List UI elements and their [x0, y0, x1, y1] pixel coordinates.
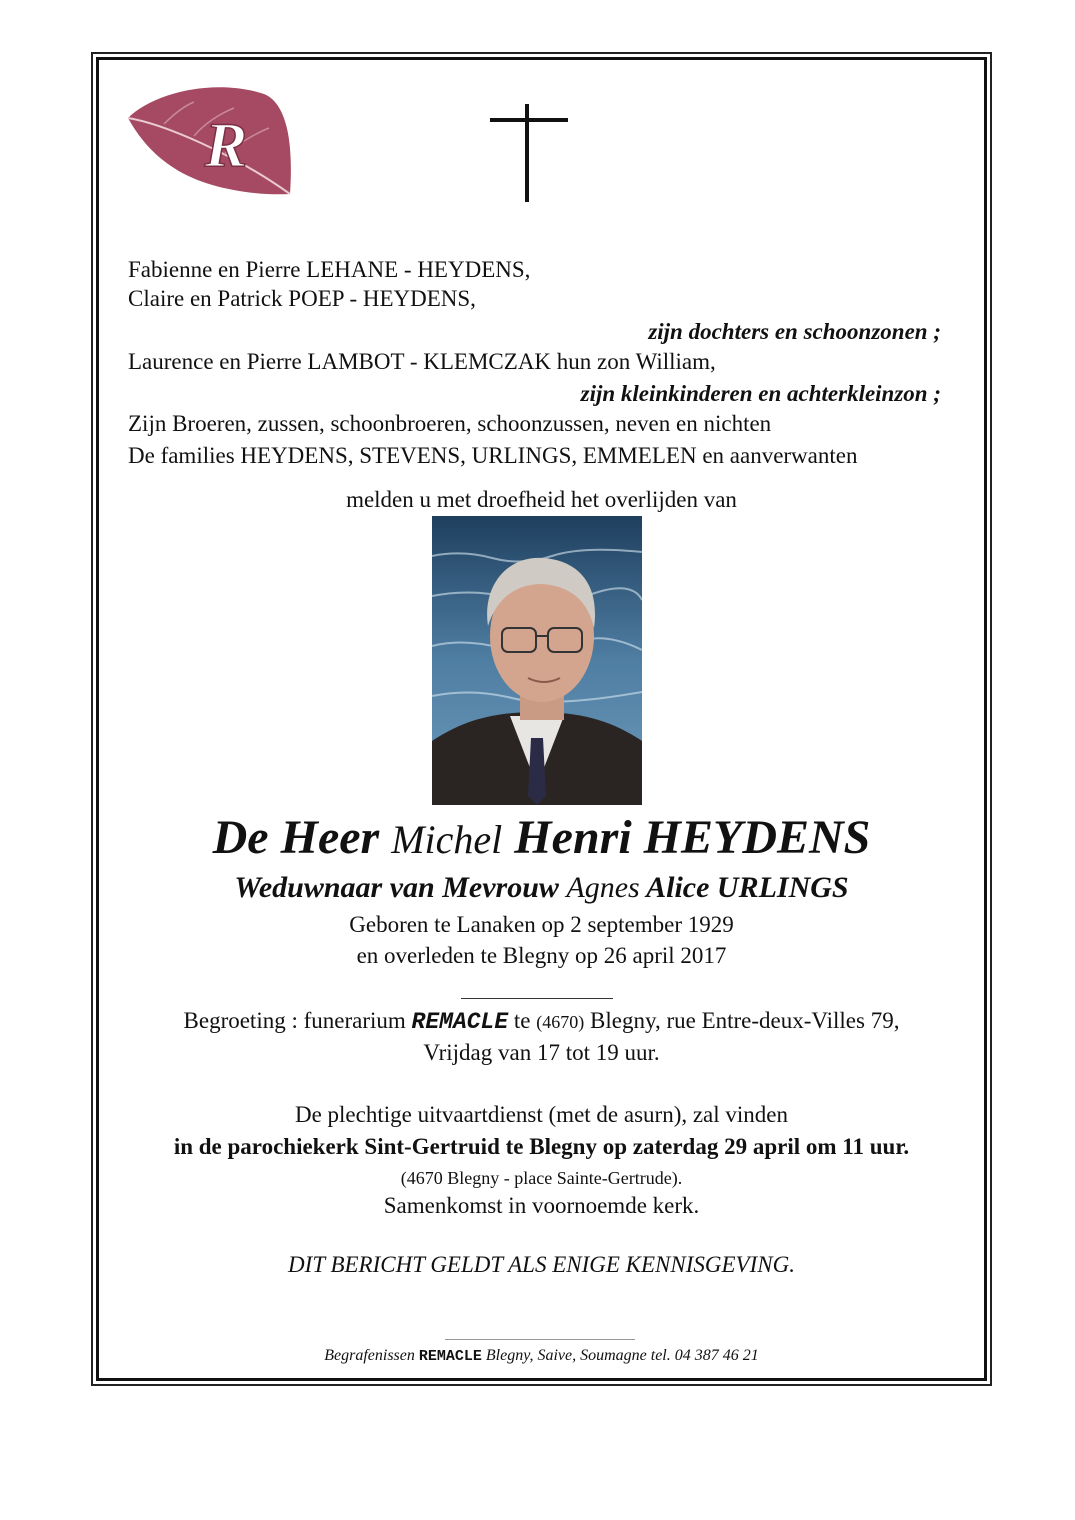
announcement: melden u met droefheid het overlijden van — [346, 487, 737, 512]
family-line-2: Claire en Patrick POEP - HEYDENS, — [128, 286, 476, 311]
birth-line: Geboren te Lanaken op 2 september 1929 — [349, 912, 734, 937]
death-line: en overleden te Blegny op 26 april 2017 — [356, 943, 727, 968]
footer-separator — [445, 1339, 635, 1340]
family-line-3: Laurence en Pierre LAMBOT - KLEMCZAK hun zon William, — [128, 349, 716, 374]
service-address: (4670 Blegny - place Sainte-Gertrude). — [400, 1168, 683, 1188]
service-line-1: De plechtige uitvaartdienst (met de asurn), zal vinden — [294, 1102, 789, 1127]
family-line-1: Fabienne en Pierre LEHANE - HEYDENS, — [128, 257, 531, 282]
role-grandchildren: zijn kleinkinderen en achterkleinzon ; — [580, 381, 941, 406]
portrait-photo — [432, 516, 642, 805]
notice-line: DIT BERICHT GELDT ALS ENIGE KENNISGEVING. — [288, 1252, 795, 1277]
visitation-line: Begroeting : funerarium REMACLE te (4670) Blegny, rue Entre-deux-Villes 79, — [183, 1008, 900, 1035]
role-daughters: zijn dochters en schoonzonen ; — [648, 319, 941, 344]
svg-text:R: R — [204, 109, 248, 180]
widower-line: Weduwnaar van Mevrouw Agnes Alice URLINGS — [234, 871, 849, 904]
deceased-name: De Heer Michel Henri HEYDENS — [212, 811, 871, 864]
gathering-line: Samenkomst in voornoemde kerk. — [383, 1193, 700, 1218]
family-line-4: Zijn Broeren, zussen, schoonbroeren, schoonzussen, neven en nichten — [128, 411, 772, 436]
visitation-time: Vrijdag van 17 tot 19 uur. — [423, 1040, 660, 1065]
leaf-logo-icon — [124, 84, 296, 200]
separator — [461, 998, 613, 999]
footer-line: Begrafenissen REMACLE Blegny, Saive, Soumagne tel. 04 387 46 21 — [324, 1347, 759, 1365]
cross-icon — [490, 104, 568, 202]
family-line-5: De families HEYDENS, STEVENS, URLINGS, EMMELEN en aanverwanten — [128, 443, 858, 468]
service-line-2: in de parochiekerk Sint-Gertruid te Blegny op zaterdag 29 april om 11 uur. — [173, 1134, 910, 1159]
